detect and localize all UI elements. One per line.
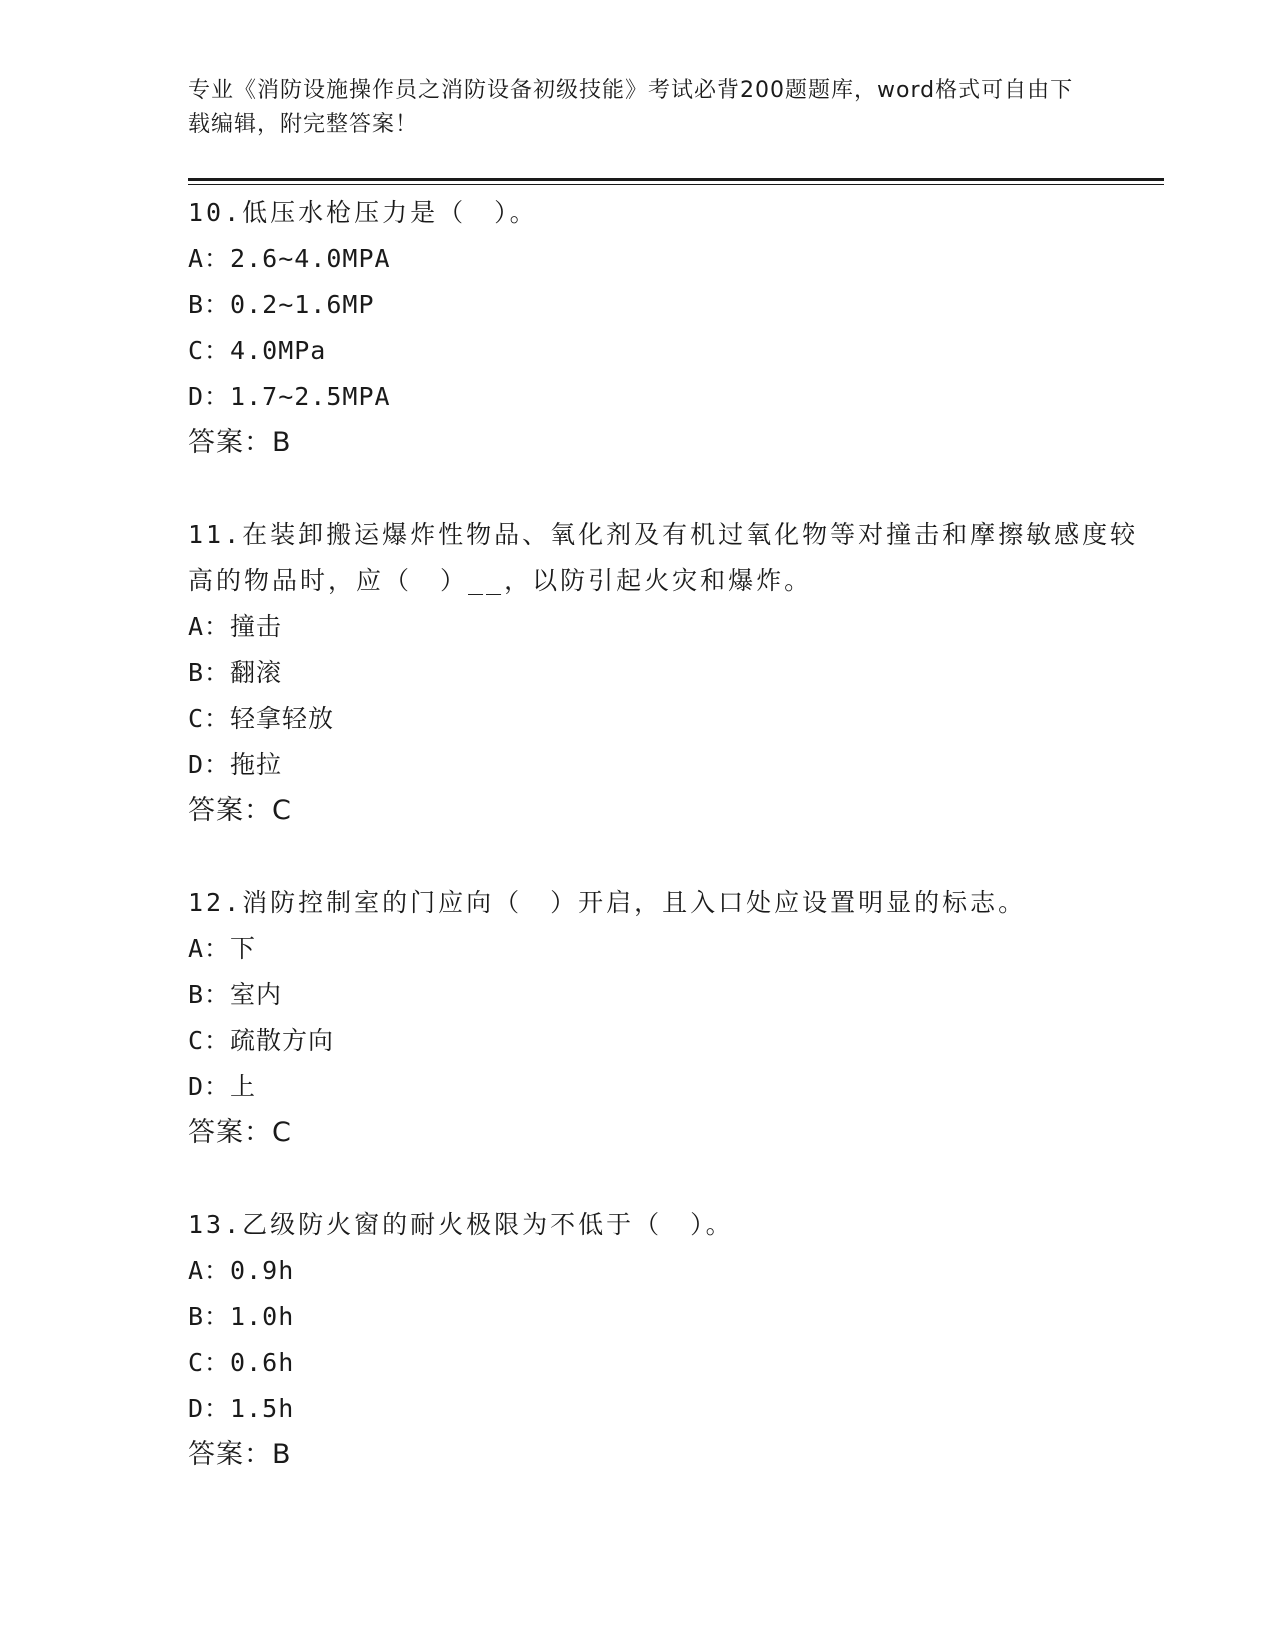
option-c: C：轻拿轻放 — [188, 704, 335, 733]
question-stem: 13.乙级防火窗的耐火极限为不低于（ ）。 — [188, 1210, 734, 1239]
option-a: A：下 — [188, 934, 257, 963]
question-list — [188, 190, 1148, 1524]
question-13 — [188, 1202, 1148, 1478]
question-10 — [188, 190, 1148, 466]
option-d: D：1.5h — [188, 1394, 295, 1423]
question-11 — [188, 512, 1148, 834]
answer-line: 答案：B — [188, 1439, 292, 1470]
option-a: A：2.6~4.0MPA — [188, 244, 391, 273]
question-12 — [188, 880, 1148, 1156]
answer-line: 答案：C — [188, 1117, 292, 1148]
document-header: 专业《消防设施操作员之消防设备初级技能》考试必背200题题库，word格式可自由下载编辑，附完整答案！ — [188, 78, 1074, 137]
option-a: A：0.9h — [188, 1256, 295, 1285]
option-b: B：翻滚 — [188, 658, 283, 687]
answer-line: 答案：B — [188, 427, 292, 458]
option-b: B：1.0h — [188, 1302, 295, 1331]
option-a: A：撞击 — [188, 612, 283, 641]
question-stem: 10.低压水枪压力是（ ）。 — [188, 198, 538, 227]
question-stem: 12.消防控制室的门应向（ ）开启，且入口处应设置明显的标志。 — [188, 888, 1027, 917]
option-d: D：1.7~2.5MPA — [188, 382, 391, 411]
option-c: C：疏散方向 — [188, 1026, 335, 1055]
option-d: D：拖拉 — [188, 750, 283, 779]
answer-line: 答案：C — [188, 795, 292, 826]
option-c: C：0.6h — [188, 1348, 295, 1377]
option-b: B：0.2~1.6MP — [188, 290, 375, 319]
option-c: C：4.0MPa — [188, 336, 327, 365]
question-stem: 11.在装卸搬运爆炸性物品、氧化剂及有机过氧化物等对撞击和摩擦敏感度较高的物品时，应（ ）__，以防引起火灾和爆炸。 — [188, 520, 1139, 595]
header-rule-thick — [188, 178, 1164, 181]
header-rule-thin — [188, 184, 1164, 185]
option-d: D：上 — [188, 1072, 257, 1101]
option-b: B：室内 — [188, 980, 283, 1009]
